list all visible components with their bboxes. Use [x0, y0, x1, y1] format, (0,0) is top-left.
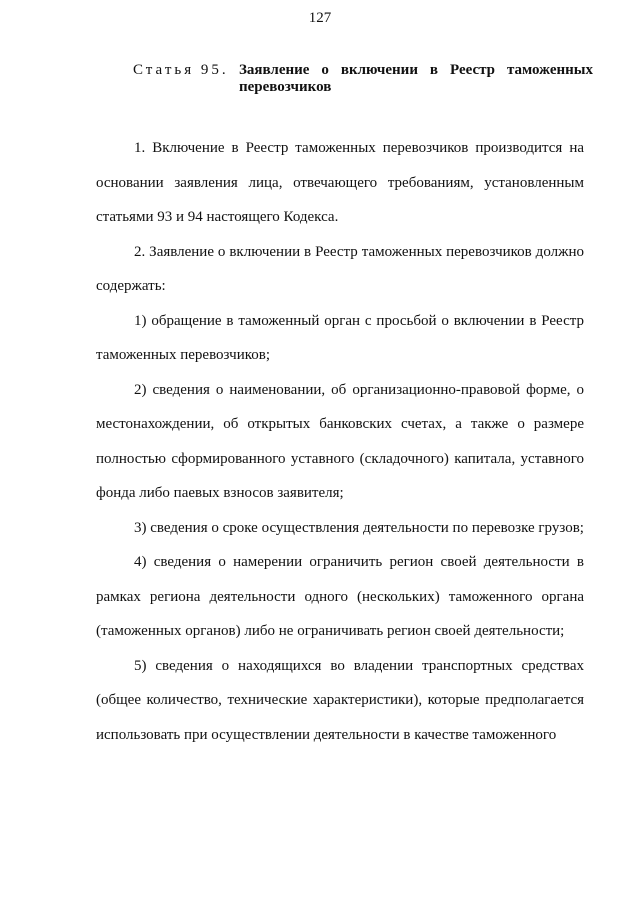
article-title: Заявление о включении в Реестр таможенных перевозчиков [239, 62, 593, 95]
list-item-1: 1) обращение в таможенный орган с просьбой о включении в Реестр таможенных перевозчиков; [96, 312, 584, 363]
list-item-2: 2) сведения о наименовании, об организационно-правовой форме, о местонахождении, об открытых банковских счетах, а также о размере полностью сформированного уставного (складочного) капитала, уставного фонда либо паевых взносов заявителя; [96, 381, 584, 501]
list-item-3: 3) сведения о сроке осуществления деятельности по перевозке грузов; [134, 519, 584, 536]
article-body [96, 131, 584, 752]
list-item-5: 5) сведения о находящихся во владении транспортных средствах (общее количество, технические характеристики), которые предполагается использовать при осуществлении деятельности в качестве таможенного [96, 657, 584, 743]
paragraph-2: 2. Заявление о включении в Реестр таможенных перевозчиков должно содержать: [96, 243, 584, 294]
paragraph-1: 1. Включение в Реестр таможенных перевозчиков производится на основании заявления лица, отвечающего требованиям, установленным статьями 93 и 94 настоящего Кодекса. [96, 140, 584, 225]
article-label: Статья 95. [133, 62, 229, 78]
list-item-4: 4) сведения о намерении ограничить регион своей деятельности в рамках региона деятельности одного (нескольких) таможенного органа (таможенных органов) либо не ограничивать регион своей деятельности; [96, 554, 584, 639]
page-number: 127 [308, 10, 332, 26]
